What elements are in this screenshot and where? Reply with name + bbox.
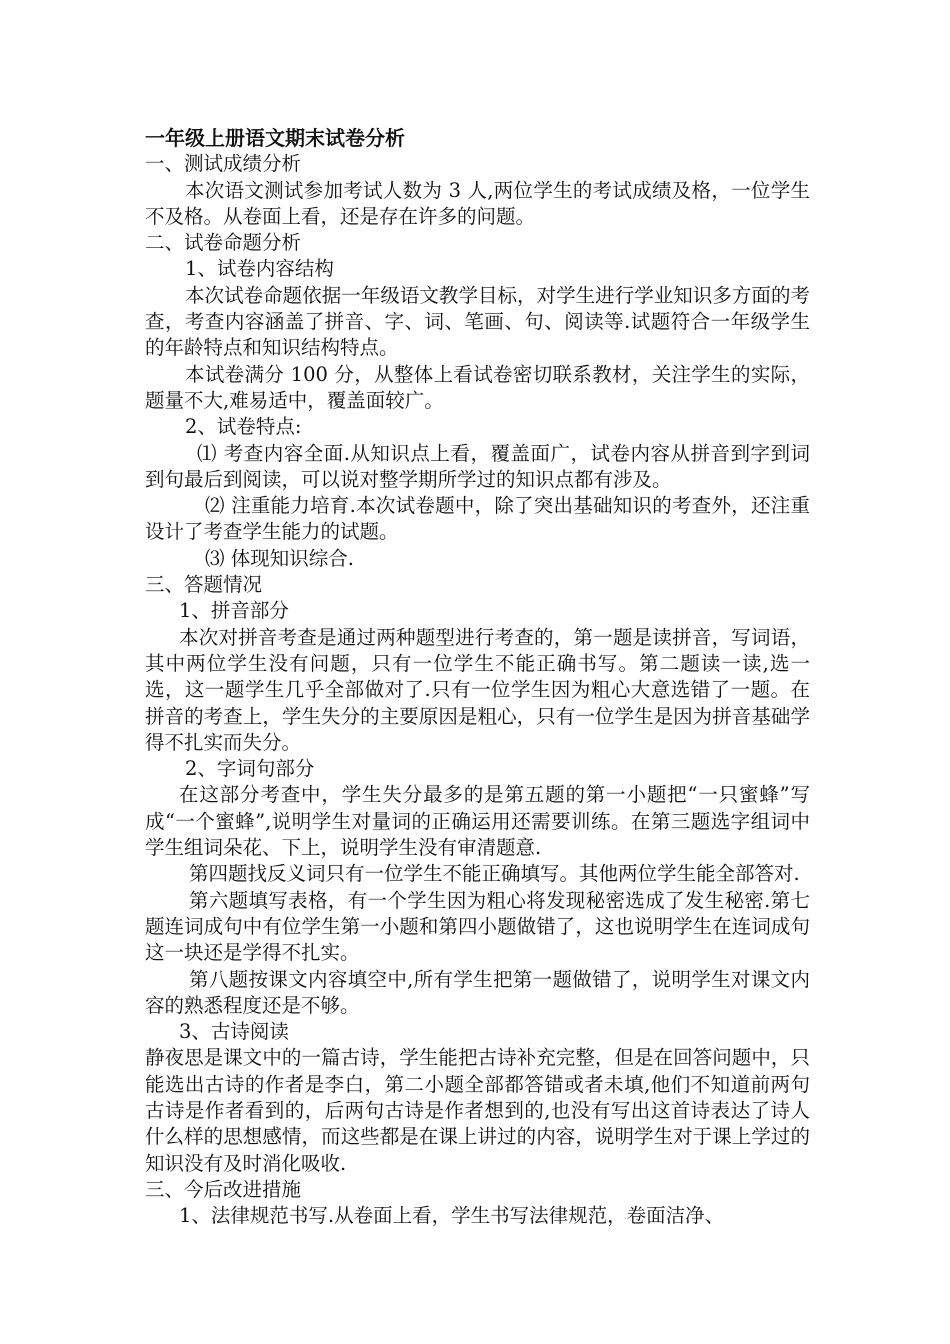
paragraph: 静夜思是课文中的一篇古诗，学生能把古诗补充完整，但是在回答问题中，只能选出古诗的作者是李白，第二小题全部都答错或者未填,他们不知道前两句古诗是作者看到的，后两句古诗是作者想到的,也没有写出这首诗表达了诗人什么样的思想感情，而这些都是在课上讲过的内容，说明学生对于课上学过的知识没有及时消化吸收. [145, 1046, 810, 1175]
paragraph: 本次对拼音考查是通过两种题型进行考查的，第一题是读拼音，写词语，其中两位学生没有问题，只有一位学生不能正确书写。第二题读一读,选一选，这一题学生几乎全部做对了.只有一位学生因为粗心大意选错了一题。在拼音的考查上，学生失分的主要原因是粗心，只有一位学生是因为拼音基础学得不扎实而失分。 [145, 625, 810, 754]
paragraph: 三、答题情况 [145, 573, 263, 597]
paragraph: ⑶ 体现知识综合. [205, 546, 354, 570]
paragraph: 第四题找反义词只有一位学生不能正确填写。其他两位学生能全部答对. [189, 862, 800, 886]
paragraph: 1、法律规范书写.从卷面上看，学生书写法律规范，卷面洁净、 [179, 1204, 725, 1228]
paragraph: 三、今后改进措施 [145, 1177, 302, 1201]
paragraph: 在这部分考查中，学生失分最多的是第五题的第一小题把“一只蜜蜂”写成“一个蜜蜂”,说明学生对量词的正确运用还需要训练。在第三题选字组词中学生组词朵花、下上，说明学生没有审清题意. [145, 783, 810, 860]
paragraph: ⑴ 考查内容全面.从知识点上看，覆盖面广，试卷内容从拼音到字到词到句最后到阅读，可以说对整学期所学过的知识点都有涉及。 [145, 441, 810, 491]
paragraph: 本试卷满分 100 分，从整体上看试卷密切联系教材，关注学生的实际，题量不大,难易适中，覆盖面较广。 [145, 362, 810, 412]
paragraph: 2、字词句部分 [185, 757, 315, 781]
paragraph: 第八题按课文内容填空中,所有学生把第一题做错了，说明学生对课文内容的熟悉程度还是不够。 [145, 967, 810, 1017]
paragraph: 本次试卷命题依据一年级语文教学目标，对学生进行学业知识多方面的考查，考查内容涵盖了拼音、字、词、笔画、句、阅读等.试题符合一年级学生的年龄特点和知识结构特点。 [145, 283, 810, 360]
document-body [145, 151, 810, 1229]
paragraph: 第六题填写表格，有一个学生因为粗心将发现秘密选成了发生秘密.第七题连词成句中有位学生第一小题和第四小题做错了，这也说明学生在连词成句这一块还是学得不扎实。 [145, 888, 810, 965]
paragraph: 本次语文测试参加考试人数为 3 人,两位学生的考试成绩及格，一位学生不及格。从卷面上看，还是存在许多的问题。 [145, 178, 810, 228]
paragraph: 3、古诗阅读 [179, 1020, 289, 1044]
document-page [145, 125, 810, 1229]
paragraph: 二、试卷命题分析 [145, 231, 302, 255]
paragraph: 1、试卷内容结构 [185, 257, 334, 281]
paragraph: 2、试卷特点: [185, 415, 302, 439]
paragraph: 1、拼音部分 [179, 599, 289, 623]
paragraph: 一、测试成绩分析 [145, 152, 302, 176]
paragraph: ⑵ 注重能力培育.本次试卷题中，除了突出基础知识的考查外，还注重设计了考查学生能力的试题。 [145, 494, 810, 544]
document-title: 一年级上册语文期末试卷分析 [145, 126, 405, 150]
